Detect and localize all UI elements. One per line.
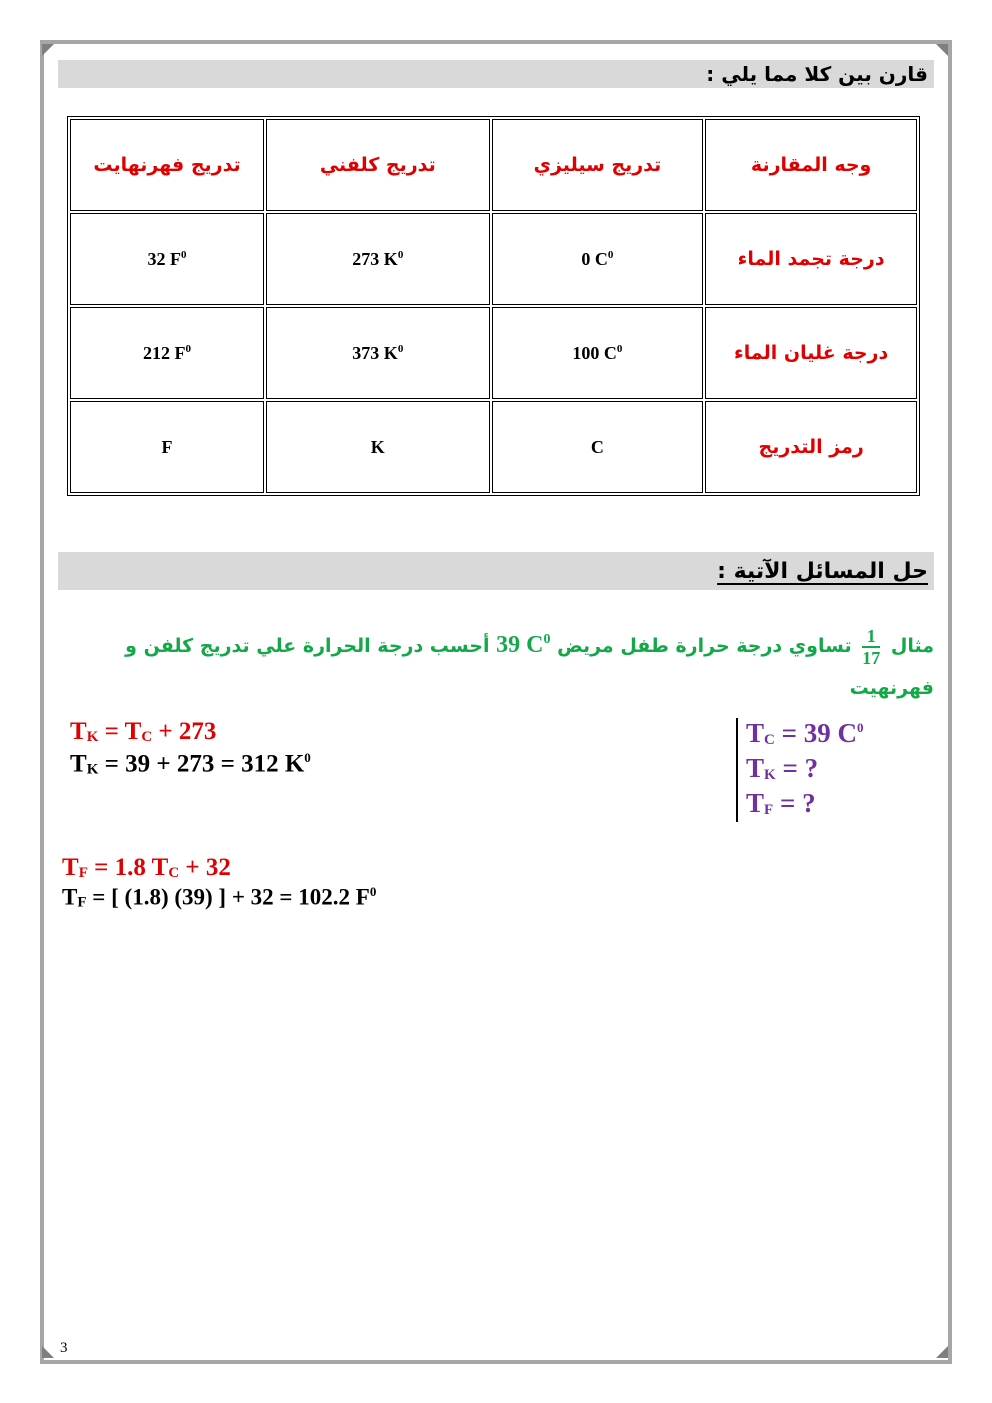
page-border-right	[948, 40, 952, 1364]
fraction-numerator: 1	[862, 626, 880, 648]
problem-statement	[68, 620, 934, 708]
section-heading-compare	[58, 60, 934, 88]
corner-ornament-icon	[932, 1342, 948, 1358]
table-header-row	[70, 119, 917, 211]
section-heading-compare-text: قارن بين كلا مما يلي :	[706, 62, 928, 86]
comparison-table	[67, 116, 920, 496]
fahrenheit-cell: 212 $F^0$	[70, 307, 264, 399]
celsius-cell: C	[492, 401, 704, 493]
section-heading-problems-text: حل المسائل الآتية :	[717, 559, 928, 584]
fahrenheit-cell: 32 $F^0$	[70, 213, 264, 305]
table-row	[70, 213, 917, 305]
fraction	[862, 626, 880, 668]
page-border-bottom	[42, 1360, 952, 1364]
page-border-left	[40, 40, 44, 1364]
kelvin-formula: $T_K = T_C + 273$	[70, 718, 217, 745]
table-header-cell: تدريج فهرنهايت	[70, 119, 264, 211]
celsius-cell: 0 $C^0$	[492, 213, 704, 305]
fahrenheit-calculation: $T_F$ = [ (1.8) (39) ] + 32 = 102.2 $F^0$	[62, 884, 377, 911]
given-tk: $T_K$ = ?	[746, 753, 819, 783]
problem-text-a: تساوي درجة حرارة طفل مريض	[557, 635, 852, 657]
fahrenheit-cell: F	[70, 401, 264, 493]
kelvin-cell: 373 $K^0$	[266, 307, 490, 399]
problem-text-b: أحسب درجة الحرارة علي تدريج كلفن و فهرنهيت	[125, 635, 934, 699]
temperature-value: 39 $C^0$	[496, 632, 551, 658]
corner-ornament-icon	[42, 1342, 58, 1358]
fraction-denominator: 17	[862, 647, 881, 668]
page-number: 3	[60, 1340, 68, 1356]
section-heading-problems	[58, 552, 934, 590]
fahrenheit-formula: $T_F = 1.8$ $T_C + 32$	[62, 854, 231, 881]
table-header-cell: وجه المقارنة	[705, 119, 917, 211]
corner-ornament-icon	[42, 44, 58, 60]
kelvin-cell: 273 $K^0$	[266, 213, 490, 305]
kelvin-calculation: $T_K = 39 + 273 = 312$ $K^0$	[70, 750, 311, 778]
row-label: درجة غليان الماء	[705, 307, 917, 399]
table-header-cell: تدريج كلفني	[266, 119, 490, 211]
table-row	[70, 401, 917, 493]
corner-ornament-icon	[932, 44, 948, 60]
given-tc: $T_C = 39$ $C^0$	[746, 718, 864, 748]
row-label: رمز التدريج	[705, 401, 917, 493]
table-header-cell: تدريج سيليزي	[492, 119, 704, 211]
table-row	[70, 307, 917, 399]
row-label: درجة تجمد الماء	[705, 213, 917, 305]
problem-prefix: مثال	[890, 635, 934, 657]
given-tf: $T_F$ = ?	[746, 788, 816, 818]
page-border-top	[42, 40, 952, 44]
celsius-cell: 100 $C^0$	[492, 307, 704, 399]
kelvin-cell: K	[266, 401, 490, 493]
